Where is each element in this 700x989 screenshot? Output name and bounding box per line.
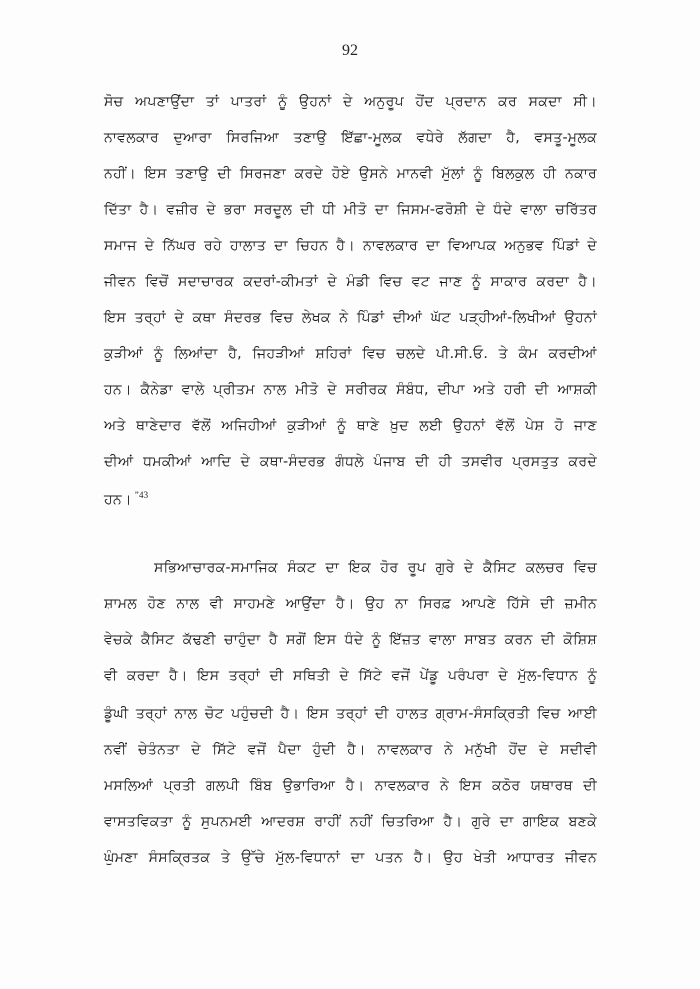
paragraph-line: ਘੁੰਮਣਾ ਸੰਸਕ੍ਰਿਤਕ ਤੇ ਉੱਚੇ ਮੁੱਲ-ਵਿਧਾਨਾਂ ਦਾ ਪਤਨ ਹੈ। ਉਹ ਖੇਤੀ ਆਧਾਰਤ ਜੀਵਨ: [104, 850, 597, 866]
paragraph-last-line: [104, 488, 597, 512]
paragraph-line: ਨਹੀਂ। ਇਸ ਤਣਾਉ ਦੀ ਸਿਰਜਣਾ ਕਰਦੇ ਹੋਏ ਉਸਨੇ ਮਾਨਵੀ ਮੁੱਲਾਂ ਨੂੰ ਬਿਲਕੁਲ ਹੀ ਨਕਾਰ: [104, 166, 597, 182]
paragraph-line: ਇਸ ਤਰ੍ਹਾਂ ਦੇ ਕਥਾ ਸੰਦਰਭ ਵਿਚ ਲੇਖਕ ਨੇ ਪਿੰਡਾਂ ਦੀਆਂ ਘੱਟ ਪੜ੍ਹੀਆਂ-ਲਿਖੀਆਂ ਉਹਨਾਂ: [104, 310, 597, 326]
paragraph-line: ਜੀਵਨ ਵਿਚੋਂ ਸਦਾਚਾਰਕ ਕਦਰਾਂ-ਕੀਮਤਾਂ ਦੇ ਮੰਡੀ ਵਿਚ ਵਟ ਜਾਣ ਨੂੰ ਸਾਕਾਰ ਕਰਦਾ ਹੈ।: [104, 274, 597, 290]
paragraph-line: ਨਾਵਲਕਾਰ ਦੁਆਰਾ ਸਿਰਜਿਆ ਤਣਾਉ ਇੱਛਾ-ਮੂਲਕ ਵਧੇਰੇ ਲੱਗਦਾ ਹੈ, ਵਸਤੂ-ਮੂਲਕ: [104, 130, 597, 146]
paragraph-line: ਡੂੰਘੀ ਤਰ੍ਹਾਂ ਨਾਲ ਚੋਟ ਪਹੁੰਚਦੀ ਹੈ। ਇਸ ਤਰ੍ਹਾਂ ਦੀ ਹਾਲਤ ਗ੍ਰਾਮ-ਸੰਸਕ੍ਰਿਤੀ ਵਿਚ ਆਈ: [104, 706, 597, 722]
paragraph-line: ਨਵੀਂ ਚੇਤੰਨਤਾ ਦੇ ਸਿੱਟੇ ਵਜੋਂ ਪੈਦਾ ਹੁੰਦੀ ਹੈ। ਨਾਵਲਕਾਰ ਨੇ ਮਨੁੱਖੀ ਹੋਂਦ ਦੇ ਸਦੀਵੀ: [104, 742, 597, 758]
paragraph-line: ਦਿੱਤਾ ਹੈ। ਵਜ਼ੀਰ ਦੇ ਭਰਾ ਸਰਦੂਲ ਦੀ ਧੀ ਮੀਤੋ ਦਾ ਜਿਸਮ-ਫਰੋਸ਼ੀ ਦੇ ਧੰਦੇ ਵਾਲਾ ਚਰਿੱਤਰ: [104, 202, 597, 218]
paragraph-line: ਸ਼ਾਮਲ ਹੋਣ ਨਾਲ ਵੀ ਸਾਹਮਣੇ ਆਉਂਦਾ ਹੈ। ਉਹ ਨਾ ਸਿਰਫ਼ ਆਪਣੇ ਹਿੱਸੇ ਦੀ ਜ਼ਮੀਨ: [104, 596, 597, 612]
paragraph-line: ਦੀਆਂ ਧਮਕੀਆਂ ਆਦਿ ਦੇ ਕਥਾ-ਸੰਦਰਭ ਗੰਧਲੇ ਪੰਜਾਬ ਦੀ ਹੀ ਤਸਵੀਰ ਪ੍ਰਸਤੁਤ ਕਰਦੇ: [104, 454, 597, 470]
paragraph-line: ਵਾਸਤਵਿਕਤਾ ਨੂੰ ਸੁਪਨਮਈ ਆਦਰਸ਼ ਰਾਹੀਂ ਨਹੀਂ ਚਿਤਰਿਆ ਹੈ। ਗੁਰੇ ਦਾ ਗਾਇਕ ਬਣਕੇ: [104, 814, 597, 830]
paragraph-line: ਮਸਲਿਆਂ ਪ੍ਰਤੀ ਗਲਪੀ ਬਿੰਬ ਉਭਾਰਿਆ ਹੈ। ਨਾਵਲਕਾਰ ਨੇ ਇਸ ਕਠੋਰ ਯਥਾਰਥ ਦੀ: [104, 778, 597, 794]
paragraph-line: ਸਮਾਜ ਦੇ ਨਿੱਘਰ ਰਹੇ ਹਾਲਾਤ ਦਾ ਚਿਹਨ ਹੈ। ਨਾਵਲਕਾਰ ਦਾ ਵਿਆਪਕ ਅਨੁਭਵ ਪਿੰਡਾਂ ਦੇ: [104, 238, 597, 254]
paragraph-line: ਸਭਿਆਚਾਰਕ-ਸਮਾਜਿਕ ਸੰਕਟ ਦਾ ਇਕ ਹੋਰ ਰੂਪ ਗੁਰੇ ਦੇ ਕੈਸਿਟ ਕਲਚਰ ਵਿਚ: [154, 560, 597, 576]
paragraph-line-text: ਹਨ।: [104, 492, 132, 508]
paragraph-line: ਕੁੜੀਆਂ ਨੂੰ ਲਿਆਂਦਾ ਹੈ, ਜਿਹੜੀਆਂ ਸ਼ਹਿਰਾਂ ਵਿਚ ਚਲਦੇ ਪੀ.ਸੀ.ਓ. ਤੇ ਕੰਮ ਕਰਦੀਆਂ: [104, 346, 597, 362]
paragraph-line: ਵੀ ਕਰਦਾ ਹੈ। ਇਸ ਤਰ੍ਹਾਂ ਦੀ ਸਥਿਤੀ ਦੇ ਸਿੱਟੇ ਵਜੋਂ ਪੇਂਡੂ ਪਰੰਪਰਾ ਦੇ ਮੁੱਲ-ਵਿਧਾਨ ਨੂੰ: [104, 668, 597, 684]
footnote-marker: ”43: [134, 490, 149, 501]
paragraph-line: ਸੋਚ ਅਪਣਾਉਂਦਾ ਤਾਂ ਪਾਤਰਾਂ ਨੂੰ ਉਹਨਾਂ ਦੇ ਅਨੁਰੂਪ ਹੋਂਦ ਪ੍ਰਦਾਨ ਕਰ ਸਕਦਾ ਸੀ।: [104, 94, 597, 110]
paragraph-line: ਹਨ। ਕੈਨੇਡਾ ਵਾਲੇ ਪ੍ਰੀਤਮ ਨਾਲ ਮੀਤੋ ਦੇ ਸਰੀਰਕ ਸੰਬੰਧ, ਦੀਪਾ ਅਤੇ ਹਰੀ ਦੀ ਆਸ਼ਕੀ: [104, 382, 597, 398]
paragraph-line: ਵੇਚਕੇ ਕੈਸਿਟ ਕੱਢਣੀ ਚਾਹੁੰਦਾ ਹੈ ਸਗੋਂ ਇਸ ਧੰਦੇ ਨੂੰ ਇੱਜ਼ਤ ਵਾਲਾ ਸਾਬਤ ਕਰਨ ਦੀ ਕੋਸ਼ਿਸ਼: [104, 632, 597, 648]
page-number: 92: [342, 42, 358, 59]
paragraph-line: ਅਤੇ ਥਾਣੇਦਾਰ ਵੱਲੋਂ ਅਜਿਹੀਆਂ ਕੁੜੀਆਂ ਨੂੰ ਥਾਣੇ ਖ਼ੁਦ ਲਈ ਉਹਨਾਂ ਵੱਲੋਂ ਪੇਸ਼ ਹੋ ਜਾਣ: [104, 418, 597, 434]
